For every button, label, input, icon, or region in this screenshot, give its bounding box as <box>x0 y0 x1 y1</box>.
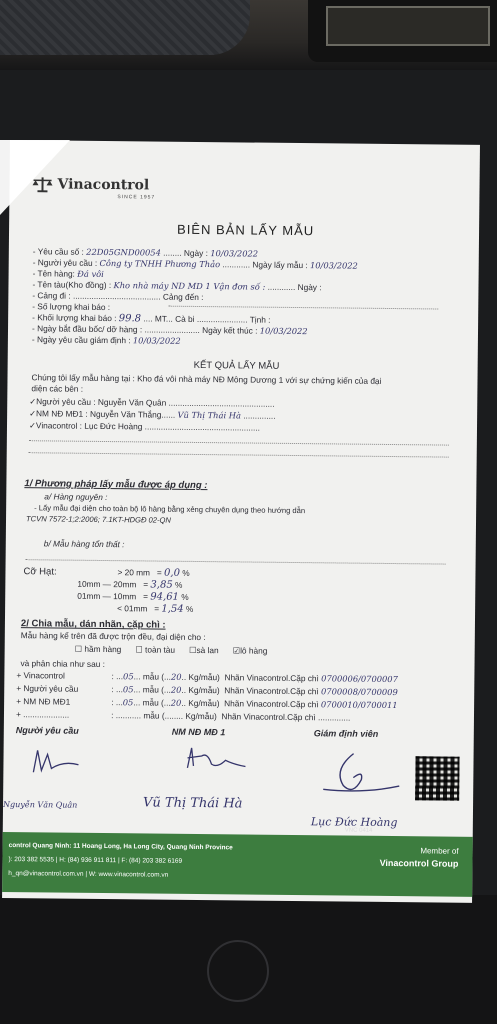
footer-address: control Quang Ninh: 11 Hoang Long, Ha Long City, Quang Ninh Province <box>8 842 233 852</box>
field-goods: - Tên hàng: Đá vôi <box>32 268 104 279</box>
results-intro-1: Chúng tôi lấy mẫu hàng tại : Kho đá vôi nhà máy NĐ Mông Dương 1 với sự chứng kiến của đại <box>31 372 382 386</box>
option-barge: ☐sà lan <box>189 644 219 656</box>
footer-member: Member of <box>420 846 459 856</box>
sig-col2-title: NM NĐ MĐ 1 <box>171 726 226 738</box>
size-row: > 20 mm = 0,0 % <box>117 567 190 579</box>
document-page <box>2 140 480 903</box>
stamp-text: VNC 0414 <box>344 827 373 834</box>
field-vessel: - Tên tàu(Kho đồng) : Kho nhà máy ND MD 1 Vận đơn số : ............ Ngày : <box>32 279 322 293</box>
method-title: 1/ Phương pháp lấy mẫu được áp dụng : <box>24 478 208 492</box>
option-vessel: ☐ toàn tàu <box>135 644 176 655</box>
background-device <box>308 0 497 62</box>
size-label: Cỡ Hạt: <box>23 566 57 578</box>
company-logo <box>31 176 156 201</box>
field-requester: - Người yêu cầu : Công ty TNHH Phương Thảo ............ Ngày lấy mẫu : 10/03/2022 <box>32 257 358 271</box>
sig-col1-title: Người yêu cầu <box>15 725 79 736</box>
scale-icon <box>31 176 53 192</box>
field-quantity: - Số lượng khai báo : <box>32 301 111 313</box>
signature-plant <box>181 742 251 779</box>
distribution-row: + NM NĐ MĐ1 : ...05... mẫu (...20.. Kg/mẫu) Nhãn Vinacontrol.Cặp chì 0700010/0700011 <box>16 696 398 711</box>
split-line-2: và phân chia như sau : <box>20 658 106 670</box>
footer-group: Vinacontrol Group <box>379 857 459 869</box>
company-name: Vinacontrol <box>57 176 150 194</box>
split-line-1: Mẫu hàng kể trên đã được trộn đều, đại diện cho : <box>20 630 206 643</box>
field-inspection-date: - Ngày yêu cầu giám định : 10/03/2022 <box>31 334 181 346</box>
field-request-no: - Yêu cầu số : 22D05GND00054 ........ Ngày : 10/03/2022 <box>32 246 259 259</box>
witness-requester: ✓Người yêu cầu : Nguyễn Văn Quân .............................................. <box>29 396 275 409</box>
signature-inspector <box>303 749 404 800</box>
document-title: BIÊN BẢN LẤY MẪU <box>176 221 315 239</box>
split-title: 2/ Chia mẫu, dán nhãn, cặp chì : <box>20 618 166 631</box>
sig-col3-title: Giám định viên <box>313 728 379 739</box>
qr-code-icon <box>415 756 459 800</box>
distribution-row: + .................... : ........... mẫu (........ Kg/mẫu) Nhãn Vinacontrol.Cặp chì .............. <box>15 709 351 723</box>
background-fabric <box>0 0 250 55</box>
field-ports: - Cảng đi : ...................................... Cảng đến : <box>32 290 204 303</box>
company-since: SINCE 1957 <box>117 194 156 201</box>
footer-phone: ): 203 382 5535 | H: (84) 936 911 811 | F: (84) 203 382 6169 <box>8 856 183 865</box>
size-row: 01mm — 10mm = 94,61 % <box>77 590 189 603</box>
signature-requester <box>23 742 83 783</box>
footer-band <box>2 827 473 897</box>
distribution-row: + Vinacontrol : ...05... mẫu (...20.. Kg/mẫu) Nhãn Vinacontrol.Cặp chì 0700006/0700007 <box>16 670 398 685</box>
method-sub-b: b/ Mẫu hàng tổn thất : <box>43 538 125 550</box>
split-options <box>75 644 268 656</box>
results-intro-2: diện các bên : <box>31 383 84 394</box>
witness-plant: ✓NM NĐ MĐ1 : Nguyễn Văn Thắng...... Vũ Thị Thái Hà .............. <box>29 408 276 421</box>
method-line-1: - Lấy mẫu đại diện cho toàn bộ lô hàng bằng xẻng chuyên dụng theo hướng dẫn <box>34 503 306 516</box>
method-line-2: TCVN 7572-1;2:2006; 7.1KT-HDGĐ 02-QN <box>25 514 171 525</box>
sig-col3-name: Lục Đức Hoàng <box>310 815 398 830</box>
size-row: < 01mm = 1,54 % <box>117 603 194 615</box>
size-row: 10mm — 20mm = 3,85 % <box>77 578 183 591</box>
witness-vinacontrol: ✓Vinacontrol : Lục Đức Hoàng .................................................. <box>28 420 261 433</box>
distribution-row: + Người yêu cầu : ...05... mẫu (...20.. Kg/mẫu) Nhãn Vinacontrol.Cặp chì 0700008/0700009 <box>16 683 398 698</box>
option-lot: ☑lô hàng <box>232 645 268 656</box>
results-title: KẾT QUẢ LẤY MẪU <box>193 359 280 372</box>
sig-col1-name: Nguyễn Văn Quân <box>2 799 78 810</box>
field-loading-dates: - Ngày bắt đầu bốc/ dỡ hàng : ........................ Ngày kết thúc : 10/03/2022 <box>31 323 308 337</box>
home-button-icon <box>207 940 269 1002</box>
footer-email: h_qn@vinacontrol.com.vn | W: www.vinacontrol.com.vn <box>8 870 169 879</box>
method-sub-a: a/ Hàng nguyên : <box>44 491 108 503</box>
option-hold: ☐ hầm hàng <box>74 643 122 655</box>
sig-col2-name: Vũ Thị Thái Hà <box>142 795 243 812</box>
field-weight: - Khối lượng khai báo : 99.8 .... MT... Cà bi ...................... Tịnh : <box>32 312 271 325</box>
